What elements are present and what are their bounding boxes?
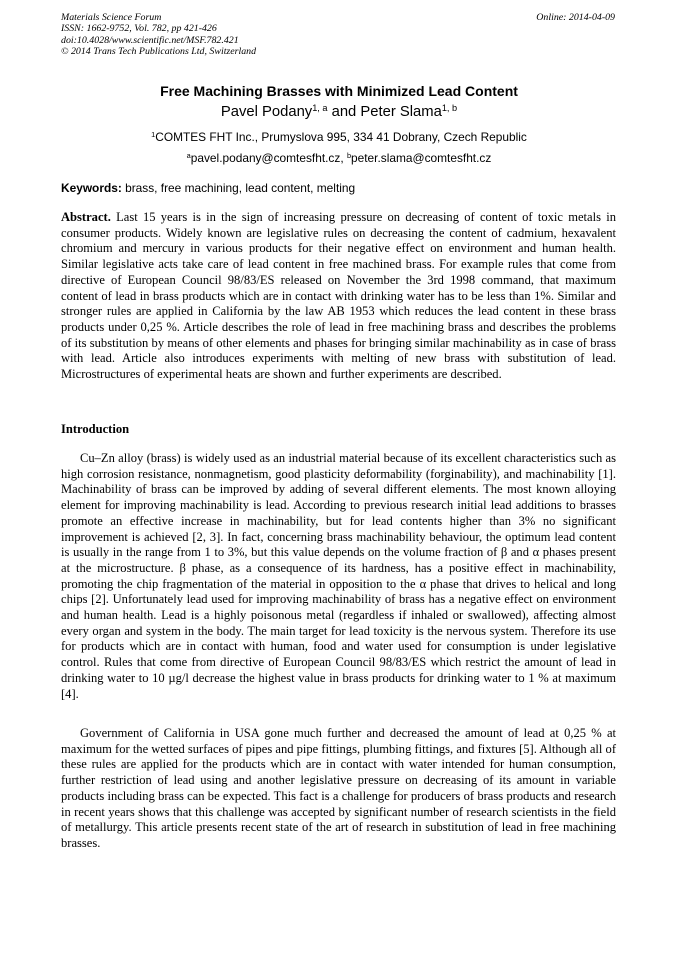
abstract-label: Abstract. <box>61 210 111 224</box>
keywords-label: Keywords: <box>61 181 122 195</box>
online-date: Online: 2014-04-09 <box>536 12 615 23</box>
abstract-text: Last 15 years is in the sign of increasing pressure on decreasing of content of toxic metals in consumer products. Widely known are legislative rules on decreasing the content of cadmium, hexavalent chromium and mercury in various products for their negative effect on environment and human health. Similar legislative acts take care of lead content in free machined brass. For example rules that come from directive of European Council 98/83/ES released on November the 3rd 1998 command, that maximum content of lead in brass products which are in contact with drinking water has to be less than 1%. Similar and stronger rules are applied in California by the law AB 1953 which reduces the lead content in these brass products under 0,25 %. Article describes the role of lead in free machining brass and describes the problems of its substitution by means of other elements and phases for bringing similar machinability as in case of brass with lead. Article also introduces experiments with melting of new brass with substitution of lead. Microstructures of experimental heats are shown and further experiments are described. <box>61 210 616 382</box>
affiliation <box>0 129 678 145</box>
author-name: Peter Slama <box>360 104 442 120</box>
abstract <box>61 210 616 383</box>
paper-title: Free Machining Brasses with Minimized Lead Content <box>160 83 518 99</box>
author-affiliation-mark: 1, a <box>312 102 328 113</box>
keywords-text: brass, free machining, lead content, melting <box>121 181 356 195</box>
author-affiliation-mark: 1, b <box>441 102 458 113</box>
keywords <box>61 181 616 196</box>
author-line <box>0 102 678 122</box>
journal-copyright: © 2014 Trans Tech Publications Ltd, Switzerland <box>61 46 257 58</box>
journal-name: Materials Science Forum <box>61 12 162 23</box>
affiliation-mark: 1 <box>151 129 156 139</box>
affiliation-text: COMTES FHT Inc., Prumyslova 995, 334 41 Dobrany, Czech Republic <box>155 130 527 144</box>
body-paragraph: Government of California in USA gone much further and decreased the amount of lead at 0,25 % at maximum for the wetted surfaces of pipes and pipe fittings, plumbing fittings, and fixtures [5]. Although all of these rules are applied for the products which are in contact with water intended for human consumption, further restriction of lead using and another legislative pressure on decreasing of its amount in variable products including brass can be expected. This fact is a challenge for producers of brass products and research in recent years shows that this challenge was accepted by significant number of research scientists in the field of metallurgy. This article presents recent state of the art of research in substitution of lead in free machining brasses. <box>61 726 616 850</box>
author-emails <box>0 150 678 166</box>
journal-doi: doi:10.4028/www.scientific.net/MSF.782.421 <box>61 34 239 46</box>
author-name: Pavel Podany <box>220 104 313 120</box>
body-paragraph: Cu–Zn alloy (brass) is widely used as an industrial material because of its excellent characteristics such as high corrosion resistance, nonmagnetism, good plasticity deformability (forginability), and machinability [1]. Machinability of brass can be improved by adding of several different elements. The most known alloying element for improving machinability is lead. According to previous research initial lead additions to brasses promote an effective increase in machinability, but for lead contents higher than 3% no significant improvement is achieved [2, 3]. In fact, concerning brass machinability behaviour, the optimum lead content is usually in the range from 1 to 3%, but this value depends on the volume fraction of β and α phases present at the microstructure. β phase, as a consequence of its hardness, has a positive effect in machinability, promoting the chip fragmentation of the material in opposition to the α phase that drives to helical and long chips [2]. Unfortunately lead used for improving machinability of brass has a negative effect on environment and human health. Lead is a highly poisonous metal (regardless if inhaled or swallowed), affecting almost every organ and system in the body. The main target for lead toxicity is the nervous system. Therefore its use for products which are in contact with human, food and water used for consumption is under legislative control. Rules that come from directive of European Council 98/83/ES which restrict the amount of lead in drinking water to 10 µg/l decrease the highest value in brass products for drinking water to 1 % at maximum [4]. <box>61 451 616 701</box>
journal-header <box>61 12 615 58</box>
email-mark: b <box>346 150 352 160</box>
journal-info <box>61 12 615 58</box>
email-mark: a <box>186 150 191 160</box>
author-conjunction: and <box>327 104 361 120</box>
author-email: peter.slama@comtesfht.cz <box>351 151 492 165</box>
author-email: pavel.podany@comtesfht.cz, <box>190 151 347 165</box>
section-heading: Introduction <box>61 422 130 436</box>
journal-issn: ISSN: 1662-9752, Vol. 782, pp 421-426 <box>61 23 217 35</box>
